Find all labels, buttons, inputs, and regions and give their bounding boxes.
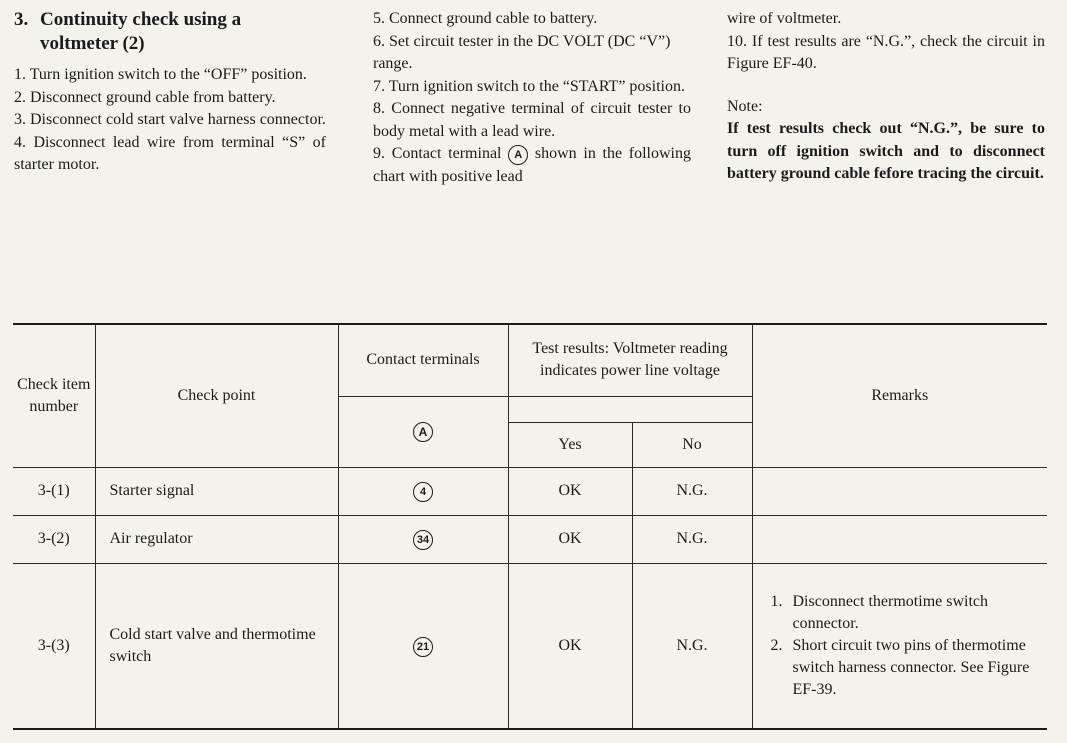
table-row [13,563,1047,729]
row-3-no: N.G. [632,563,752,729]
header-spacer [508,396,752,422]
header-check-item: Check item number [13,324,95,467]
remark-1: 1. Disconnect thermotime switch connector. [787,591,1042,635]
row-3-terminal-cell [338,563,508,729]
header-check-point: Check point [95,324,338,467]
step-8: 8. Connect negative terminal of circuit tester to body metal with a lead wire. [373,100,691,140]
step-9-text-before: 9. Contact terminal [373,145,502,162]
step-9-text-after: shown in the following chart with positive lead [373,145,691,185]
terminal-a-symbol: A [413,422,433,442]
row-3-point: Cold start valve and thermotime switch [95,563,338,729]
row-2-terminal-cell [338,515,508,563]
row-2-point: Air regulator [95,515,338,563]
step-6: 6. Set circuit tester in the DC VOLT (DC “V”) range. [373,32,671,72]
header-contact-terminals: Contact terminals [338,324,508,396]
text-column-2 [373,8,691,188]
header-test-results: Test results: Voltmeter reading indicates power line voltage [508,324,752,396]
row-1-no: N.G. [632,467,752,515]
row-3-item: 3-(3) [13,563,95,729]
section-title-line2: voltmeter (2) [40,33,145,54]
header-yes: Yes [508,422,632,467]
header-no: No [632,422,752,467]
step-7: 7. Turn ignition switch to the “START” position. [373,77,685,95]
step-10: 10. If test results are “N.G.”, check the circuit in Figure EF-40. [727,32,1045,72]
text-column-1 [14,8,326,177]
row-3-yes: OK [508,563,632,729]
row-3-remarks [752,563,1047,729]
terminal-4-symbol: 4 [413,482,433,502]
step-1: 1. Turn ignition switch to the “OFF” position. [14,66,307,83]
table-row [13,467,1047,515]
section-title-line1: Continuity check using a [40,9,242,30]
step-9 [373,143,691,188]
text-column-3 [727,8,1045,186]
row-1-remarks [752,467,1047,515]
section-heading [14,8,326,56]
terminal-21-symbol: 21 [413,637,433,657]
step-2: 2. Disconnect ground cable from battery. [14,88,276,106]
step-5: 5. Connect ground cable to battery. [373,10,598,27]
note-label: Note: [727,97,763,115]
step-9-continued: wire of voltmeter. [727,10,842,27]
row-2-item: 3-(2) [13,515,95,563]
remark-2: 2. Short circuit two pins of thermotime switch harness connector. See Figure EF-39. [787,635,1042,701]
step-4: 4. Disconnect lead wire from terminal “S” of starter motor. [14,133,326,173]
row-1-point: Starter signal [95,467,338,515]
remarks-list [759,591,1042,701]
table-row [13,515,1047,563]
row-1-yes: OK [508,467,632,515]
step-3: 3. Disconnect cold start valve harness connector. [14,111,326,128]
row-2-no: N.G. [632,515,752,563]
note-body: If test results check out “N.G.”, be sure to turn off ignition switch and to disconnect battery ground cable fefore tracing the circuit. [727,120,1045,182]
header-remarks: Remarks [752,324,1047,467]
terminal-a-symbol: A [508,145,528,165]
table-header-row [13,324,1047,396]
section-number: 3. [14,9,29,30]
row-1-item: 3-(1) [13,467,95,515]
check-table [13,323,1047,730]
header-contact-symbol-cell [338,396,508,467]
row-2-yes: OK [508,515,632,563]
row-1-terminal-cell [338,467,508,515]
row-2-remarks [752,515,1047,563]
terminal-34-symbol: 34 [413,530,433,550]
